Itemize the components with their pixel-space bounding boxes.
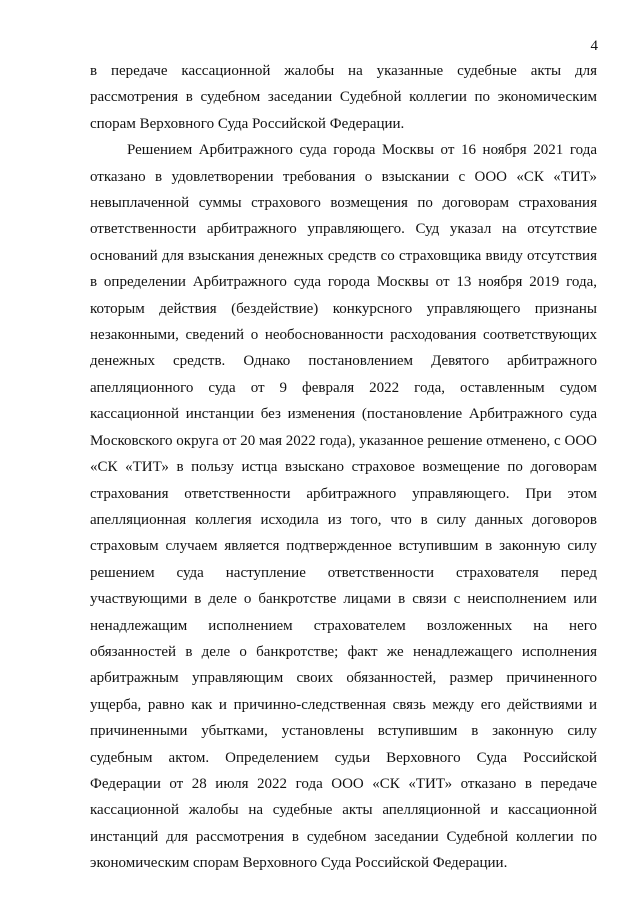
paragraph-decision-summary: Решением Арбитражного суда города Москвы от 16 ноября 2021 года отказано в удовлетворении требования о взыскании с ООО «СК «ТИТ» невыплаченной суммы страхового возмещения по договорам страхования ответственности арбитражного управляющего. Суд указал на отсутствие оснований для взыскания денежных средств со страховщика ввиду отсутствия в определении Арбитражного суда города Москвы от 13 ноября 2019 года, которым действия (бездействие) конкурсного управляющего признаны незаконными, сведений о необоснованности расходования соответствующих денежных средств. Однако постановлением Девятого арбитражного апелляционного суда от 9 февраля 2022 года, оставленным судом кассационной инстанции без изменения (постановление Арбитражного суда Московского округа от 20 мая 2022 года), указанное решение отменено, с ООО «СК «ТИТ» в пользу истца взыскано страховое возмещение по договорам страхования ответственности арбитражного управляющего. При этом апелляционная коллегия исходила из того, что в силу данных договоров страховым случаем является подтвержденное вступившим в законную силу решением суда наступление ответственности страхователя перед участвующими в деле о банкротстве лицами в связи с неисполнением или ненадлежащим исполнением страхователем возложенных на него обязанностей в деле о банкротстве; факт же ненадлежащего исполнения арбитражным управляющим своих обязанностей, размер причиненного ущерба, равно как и причинно-следственная связь между его действиями и причиненными убытками, установлены вступившим в законную силу судебным актом. Определением судьи Верховного Суда Российской Федерации от 28 июля 2022 года ООО «СК «ТИТ» отказано в передаче кассационной жалобы на судебные акты апелляционной и кассационной инстанций для рассмотрения в судебном заседании Судебной коллегии по экономическим спорам Верховного Суда Российской Федерации.	[90, 142, 597, 872]
body-text	[90, 58, 597, 877]
paragraph-continuation: в передаче кассационной жалобы на указанные судебные акты для рассмотрения в судебном заседании Судебной коллегии по экономическим спорам Верховного Суда Российской Федерации.	[90, 63, 597, 132]
page-number: 4	[590, 38, 598, 54]
